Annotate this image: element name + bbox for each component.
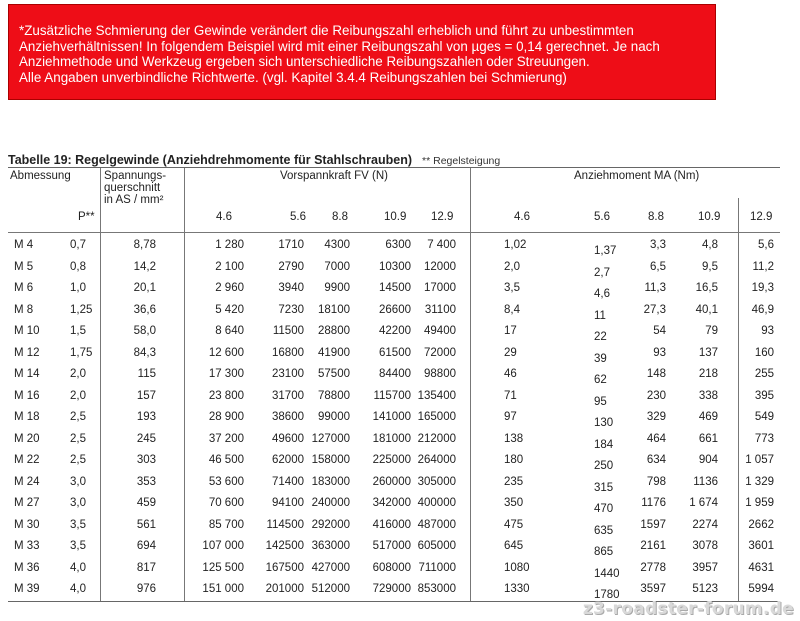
cell-torque-12-9: 5,6 — [758, 239, 774, 251]
warning-line-4: Alle Angaben unverbindliche Richtwerte. (vgl. Kapitel 3.4.4 Reibungszahlen bei Schmierung) — [19, 69, 567, 85]
cell-torque-8-8: 54 — [653, 325, 666, 337]
cell-preload-4-6: 70 600 — [208, 497, 244, 509]
cell-torque-5-6: 184 — [594, 438, 614, 451]
header-torque-8-8: 8.8 — [648, 211, 664, 223]
warning-line-3: Anziehmethode und Werkzeug ergeben sich unterschiedliche Reibungszahlen oder Streuungen. — [19, 54, 590, 69]
cell-stress-area: 817 — [136, 561, 156, 574]
header-stress-area-line-2: querschnitt — [104, 182, 161, 194]
cell-abmessung: M 39 — [14, 583, 40, 595]
cell-preload-5-6: 1710 — [278, 239, 304, 251]
header-preload-12-9: 12.9 — [431, 211, 454, 223]
cell-preload-4-6: 12 600 — [208, 346, 244, 359]
cell-preload-4-6: 85 700 — [208, 518, 244, 531]
cell-preload-10-9: 10300 — [379, 260, 411, 273]
cell-pitch: 0,8 — [70, 260, 86, 273]
cell-torque-10-9: 338 — [698, 389, 718, 402]
cell-preload-4-6: 2 960 — [215, 282, 244, 294]
cell-abmessung: M 8 — [14, 303, 34, 316]
cell-preload-12-9: 853000 — [417, 583, 456, 595]
cell-preload-12-9: 212000 — [417, 432, 456, 445]
cell-preload-4-6: 23 800 — [208, 389, 244, 402]
cell-preload-10-9: 225000 — [372, 454, 411, 466]
cell-abmessung: M 12 — [14, 346, 40, 359]
cell-torque-4-6: 2,0 — [504, 260, 520, 273]
header-stress-area-line-1: Spannungs- — [104, 170, 167, 182]
cell-abmessung: M 4 — [14, 239, 34, 251]
header-torque-12-9: 12.9 — [750, 211, 773, 223]
cell-preload-4-6: 37 200 — [208, 432, 244, 445]
cell-torque-10-9: 469 — [698, 411, 718, 423]
cell-preload-4-6: 107 000 — [202, 540, 244, 552]
header-torque-10-9: 10.9 — [698, 211, 721, 223]
cell-torque-5-6: 95 — [594, 395, 607, 408]
cell-torque-4-6: 46 — [504, 368, 517, 380]
cell-torque-10-9: 4,8 — [702, 239, 718, 251]
cell-torque-4-6: 1330 — [504, 583, 530, 595]
cell-preload-4-6: 53 600 — [208, 475, 244, 488]
cell-pitch: 0,7 — [70, 239, 86, 251]
cell-abmessung: M 18 — [14, 411, 40, 423]
cell-torque-10-9: 137 — [698, 346, 718, 359]
cell-torque-8-8: 11,3 — [644, 282, 666, 294]
cell-preload-8-8: 127000 — [311, 432, 350, 445]
cell-stress-area: 58,0 — [133, 325, 156, 337]
cell-preload-4-6: 8 640 — [215, 325, 244, 337]
cell-torque-12-9: 773 — [754, 432, 774, 445]
cell-preload-4-6: 28 900 — [208, 411, 244, 423]
cell-pitch: 3,0 — [70, 497, 86, 509]
cell-preload-12-9: 305000 — [417, 475, 456, 488]
cell-preload-8-8: 512000 — [311, 583, 350, 595]
cell-torque-8-8: 230 — [646, 389, 666, 402]
cell-preload-12-9: 12000 — [424, 260, 456, 273]
cell-torque-8-8: 464 — [646, 432, 666, 445]
cell-torque-12-9: 1 057 — [745, 454, 774, 466]
cell-torque-8-8: 634 — [646, 454, 666, 466]
cell-pitch: 3,0 — [70, 475, 86, 488]
cell-pitch: 1,5 — [70, 325, 86, 337]
cell-preload-8-8: 240000 — [311, 497, 350, 509]
cell-preload-12-9: 400000 — [417, 497, 456, 509]
cell-preload-8-8: 292000 — [311, 518, 350, 531]
cell-preload-10-9: 26600 — [379, 303, 411, 316]
cell-torque-12-9: 4631 — [748, 561, 774, 574]
cell-torque-4-6: 180 — [504, 454, 524, 466]
cell-preload-8-8: 4300 — [324, 239, 350, 251]
cell-preload-12-9: 264000 — [417, 454, 456, 466]
cell-torque-4-6: 29 — [504, 346, 517, 359]
cell-stress-area: 976 — [136, 583, 156, 595]
cell-stress-area: 157 — [136, 389, 156, 402]
cell-preload-12-9: 72000 — [424, 346, 456, 359]
cell-torque-8-8: 3597 — [640, 583, 666, 595]
cell-abmessung: M 33 — [14, 540, 40, 552]
cell-preload-12-9: 31100 — [424, 303, 456, 316]
cell-stress-area: 353 — [136, 475, 156, 488]
cell-torque-12-9: 395 — [754, 389, 774, 402]
cell-pitch: 4,0 — [70, 583, 86, 595]
header-bottom-rule — [8, 232, 780, 233]
cell-torque-8-8: 148 — [646, 368, 666, 380]
cell-torque-10-9: 2274 — [692, 518, 718, 531]
cell-torque-5-6: 865 — [594, 546, 614, 558]
forum-watermark: z3-roadster-forum.de — [582, 599, 794, 619]
cell-preload-12-9: 135400 — [417, 389, 456, 402]
cell-torque-5-6: 470 — [594, 503, 614, 515]
cell-preload-10-9: 729000 — [372, 583, 411, 595]
cell-torque-4-6: 645 — [504, 540, 524, 552]
cell-preload-12-9: 711000 — [418, 561, 456, 574]
cell-abmessung: M 6 — [14, 282, 34, 294]
header-abmessung: Abmessung — [10, 170, 71, 182]
cell-torque-12-9: 549 — [754, 411, 774, 423]
cell-preload-8-8: 28800 — [318, 325, 350, 337]
cell-torque-8-8: 2161 — [640, 540, 666, 552]
cell-torque-12-9: 19,3 — [751, 282, 774, 294]
cell-stress-area: 84,3 — [133, 346, 156, 359]
cell-stress-area: 303 — [136, 454, 156, 466]
cell-torque-8-8: 3,3 — [650, 239, 666, 251]
cell-torque-8-8: 2778 — [640, 561, 666, 574]
cell-torque-8-8: 27,3 — [643, 303, 666, 316]
cell-torque-10-9: 661 — [698, 432, 718, 445]
cell-preload-12-9: 49400 — [424, 325, 456, 337]
table-title — [8, 153, 500, 167]
header-tightening-torque: Anziehmoment MA (Nm) — [574, 170, 700, 182]
cell-preload-8-8: 78800 — [318, 389, 350, 402]
cell-pitch: 3,5 — [70, 518, 86, 531]
header-preload-10-9: 10.9 — [384, 211, 407, 223]
cell-torque-4-6: 97 — [504, 411, 517, 423]
cell-preload-10-9: 416000 — [372, 518, 411, 531]
cell-preload-5-6: 49600 — [272, 432, 304, 445]
cell-stress-area: 694 — [136, 540, 156, 552]
cell-torque-5-6: 11 — [594, 309, 606, 322]
cell-preload-8-8: 9900 — [324, 282, 350, 294]
cell-preload-4-6: 125 500 — [202, 561, 244, 574]
cell-torque-4-6: 8,4 — [504, 303, 520, 316]
cell-torque-10-9: 1 674 — [689, 497, 718, 509]
cell-torque-10-9: 9,5 — [702, 260, 718, 273]
cell-preload-10-9: 84400 — [379, 368, 411, 380]
cell-preload-5-6: 11500 — [272, 325, 304, 337]
cell-torque-5-6: 635 — [594, 524, 614, 537]
cell-pitch: 4,0 — [70, 561, 86, 574]
cell-stress-area: 36,6 — [133, 303, 156, 316]
cell-stress-area: 8,78 — [133, 239, 156, 251]
torque-table — [8, 167, 780, 602]
cell-torque-4-6: 475 — [504, 518, 524, 531]
cell-torque-12-9: 93 — [761, 325, 774, 337]
cell-preload-5-6: 31700 — [272, 389, 304, 402]
header-pitch: P** — [78, 211, 95, 223]
cell-preload-4-6: 1 280 — [215, 239, 244, 251]
cell-preload-5-6: 167500 — [265, 561, 304, 574]
cell-torque-8-8: 1597 — [640, 518, 666, 531]
cell-torque-10-9: 5123 — [692, 583, 718, 595]
cell-torque-5-6: 1,37 — [594, 245, 617, 257]
cell-preload-10-9: 61500 — [379, 346, 411, 359]
cell-torque-5-6: 2,7 — [594, 266, 610, 279]
cell-torque-12-9: 11,2 — [752, 260, 774, 273]
cell-preload-4-6: 46 500 — [208, 454, 244, 466]
cell-torque-12-9: 5994 — [748, 583, 774, 595]
cell-pitch: 2,0 — [70, 368, 86, 380]
cell-torque-12-9: 1 329 — [745, 475, 774, 488]
cell-stress-area: 245 — [136, 432, 156, 445]
cell-torque-5-6: 22 — [594, 331, 607, 343]
cell-preload-5-6: 201000 — [265, 583, 304, 595]
cell-preload-5-6: 142500 — [265, 540, 304, 552]
header-stress-area-line-3: in AS / mm² — [104, 194, 164, 206]
cell-pitch: 1,75 — [70, 346, 93, 359]
cell-pitch: 2,5 — [70, 454, 86, 466]
cell-preload-5-6: 7230 — [278, 303, 304, 316]
cell-torque-4-6: 350 — [504, 497, 524, 509]
cell-abmessung: M 27 — [14, 497, 40, 509]
separator-before-12-9 — [738, 198, 739, 601]
cell-torque-12-9: 255 — [754, 368, 774, 380]
cell-torque-12-9: 3601 — [748, 540, 774, 552]
cell-stress-area: 193 — [136, 411, 156, 423]
cell-torque-10-9: 3957 — [692, 561, 718, 574]
cell-abmessung: M 10 — [14, 325, 40, 337]
cell-torque-4-6: 71 — [504, 389, 517, 402]
cell-preload-8-8: 183000 — [311, 475, 350, 488]
cell-preload-12-9: 7 400 — [427, 239, 456, 251]
header-preload-8-8: 8.8 — [332, 211, 348, 223]
cell-preload-4-6: 2 100 — [215, 260, 244, 273]
cell-torque-8-8: 1176 — [641, 497, 666, 509]
cell-torque-10-9: 218 — [698, 368, 718, 380]
cell-abmessung: M 24 — [14, 475, 40, 488]
cell-torque-8-8: 329 — [646, 411, 666, 423]
pitch-note: ** Regelsteigung — [422, 155, 501, 167]
cell-torque-5-6: 130 — [594, 417, 614, 429]
cell-preload-10-9: 608000 — [372, 561, 411, 574]
cell-preload-10-9: 141000 — [372, 411, 411, 423]
cell-abmessung: M 36 — [14, 561, 40, 574]
cell-preload-12-9: 17000 — [424, 282, 456, 294]
cell-torque-4-6: 138 — [504, 432, 524, 445]
cell-abmessung: M 30 — [14, 518, 40, 531]
cell-torque-5-6: 315 — [594, 481, 614, 494]
cell-abmessung: M 5 — [14, 260, 34, 273]
cell-preload-12-9: 487000 — [417, 518, 456, 531]
cell-preload-10-9: 14500 — [379, 282, 411, 294]
cell-torque-10-9: 904 — [698, 454, 718, 466]
cell-preload-12-9: 165000 — [417, 411, 456, 423]
cell-preload-5-6: 71400 — [272, 475, 304, 488]
cell-preload-8-8: 427000 — [311, 561, 350, 574]
cell-torque-10-9: 1136 — [693, 475, 718, 488]
warning-line-1: *Zusätzliche Schmierung der Gewinde verändert die Reibungszahl erheblich und führt zu unbestimmten — [19, 23, 634, 38]
cell-preload-8-8: 363000 — [311, 540, 350, 552]
cell-preload-8-8: 7000 — [324, 260, 350, 273]
cell-torque-12-9: 46,9 — [751, 303, 774, 316]
cell-preload-12-9: 98800 — [424, 368, 456, 380]
cell-torque-10-9: 40,1 — [695, 303, 718, 316]
cell-stress-area: 115 — [137, 368, 156, 380]
cell-pitch: 1,0 — [70, 282, 86, 294]
header-torque-4-6: 4.6 — [514, 211, 530, 223]
cell-preload-5-6: 2790 — [278, 260, 304, 273]
lubrication-warning-box — [8, 4, 716, 100]
cell-pitch: 2,5 — [70, 432, 86, 445]
header-stress-area — [104, 170, 166, 206]
cell-torque-4-6: 17 — [504, 325, 517, 337]
cell-abmessung: M 20 — [14, 432, 40, 445]
cell-preload-5-6: 114500 — [266, 518, 304, 531]
cell-abmessung: M 22 — [14, 454, 40, 466]
cell-preload-10-9: 181000 — [372, 432, 411, 445]
cell-stress-area: 459 — [136, 497, 156, 509]
cell-preload-8-8: 99000 — [318, 411, 350, 423]
cell-torque-4-6: 3,5 — [504, 282, 520, 294]
cell-preload-8-8: 18100 — [318, 303, 350, 316]
cell-preload-12-9: 605000 — [417, 540, 456, 552]
cell-torque-5-6: 39 — [594, 352, 607, 365]
cell-preload-10-9: 42200 — [379, 325, 411, 337]
header-torque-5-6: 5.6 — [594, 211, 610, 223]
cell-preload-4-6: 151 000 — [202, 583, 244, 595]
header-preload: Vorspannkraft FV (N) — [280, 170, 389, 182]
cell-torque-12-9: 2662 — [748, 518, 774, 531]
cell-torque-4-6: 1080 — [504, 561, 530, 574]
cell-preload-10-9: 517000 — [372, 540, 411, 552]
cell-torque-5-6: 250 — [594, 460, 614, 472]
cell-torque-10-9: 16,5 — [695, 282, 718, 294]
cell-torque-8-8: 6,5 — [650, 260, 666, 273]
cell-preload-10-9: 342000 — [372, 497, 411, 509]
cell-preload-5-6: 3940 — [278, 282, 304, 294]
header-preload-4-6: 4.6 — [216, 211, 232, 223]
cell-torque-10-9: 3078 — [692, 540, 718, 552]
cell-torque-5-6: 62 — [594, 374, 607, 386]
warning-line-2: Anziehverhältnissen! In folgendem Beispiel wird mit einer Reibungszahl von µges = 0,14 gerechnet. Je nach — [19, 38, 660, 54]
cell-torque-12-9: 160 — [754, 346, 774, 359]
cell-preload-10-9: 6300 — [385, 239, 411, 251]
header-preload-5-6: 5.6 — [290, 211, 306, 223]
cell-pitch: 1,25 — [70, 303, 93, 316]
cell-stress-area: 561 — [136, 518, 156, 531]
cell-abmessung: M 14 — [14, 368, 40, 380]
cell-preload-5-6: 16800 — [272, 346, 304, 359]
cell-torque-4-6: 235 — [504, 475, 524, 488]
cell-pitch: 2,0 — [70, 389, 86, 402]
table-title-text: Tabelle 19: Regelgewinde (Anziehdrehmomente für Stahlschrauben) — [8, 153, 413, 167]
cell-abmessung: M 16 — [14, 389, 40, 402]
cell-pitch: 2,5 — [70, 411, 86, 423]
cell-torque-10-9: 79 — [705, 325, 718, 337]
cell-preload-8-8: 57500 — [318, 368, 350, 380]
cell-stress-area: 20,1 — [133, 282, 156, 294]
cell-torque-4-6: 1,02 — [504, 239, 527, 251]
cell-preload-8-8: 41900 — [318, 346, 350, 359]
cell-torque-8-8: 798 — [646, 475, 666, 488]
cell-torque-8-8: 93 — [653, 346, 666, 359]
cell-preload-5-6: 23100 — [272, 368, 304, 380]
cell-preload-4-6: 5 420 — [215, 303, 244, 316]
cell-preload-10-9: 260000 — [372, 475, 411, 488]
cell-torque-5-6: 1780 — [594, 589, 620, 601]
cell-torque-12-9: 1 959 — [745, 497, 774, 509]
cell-pitch: 3,5 — [70, 540, 86, 552]
cell-preload-5-6: 62000 — [272, 454, 304, 466]
cell-preload-5-6: 94100 — [272, 497, 304, 509]
cell-preload-8-8: 158000 — [311, 454, 350, 466]
cell-preload-10-9: 115700 — [373, 389, 411, 402]
cell-preload-5-6: 38600 — [272, 411, 304, 423]
cell-preload-4-6: 17 300 — [208, 368, 244, 380]
cell-torque-5-6: 4,6 — [594, 288, 610, 300]
cell-stress-area: 14,2 — [133, 260, 156, 273]
cell-torque-5-6: 1440 — [594, 567, 620, 580]
